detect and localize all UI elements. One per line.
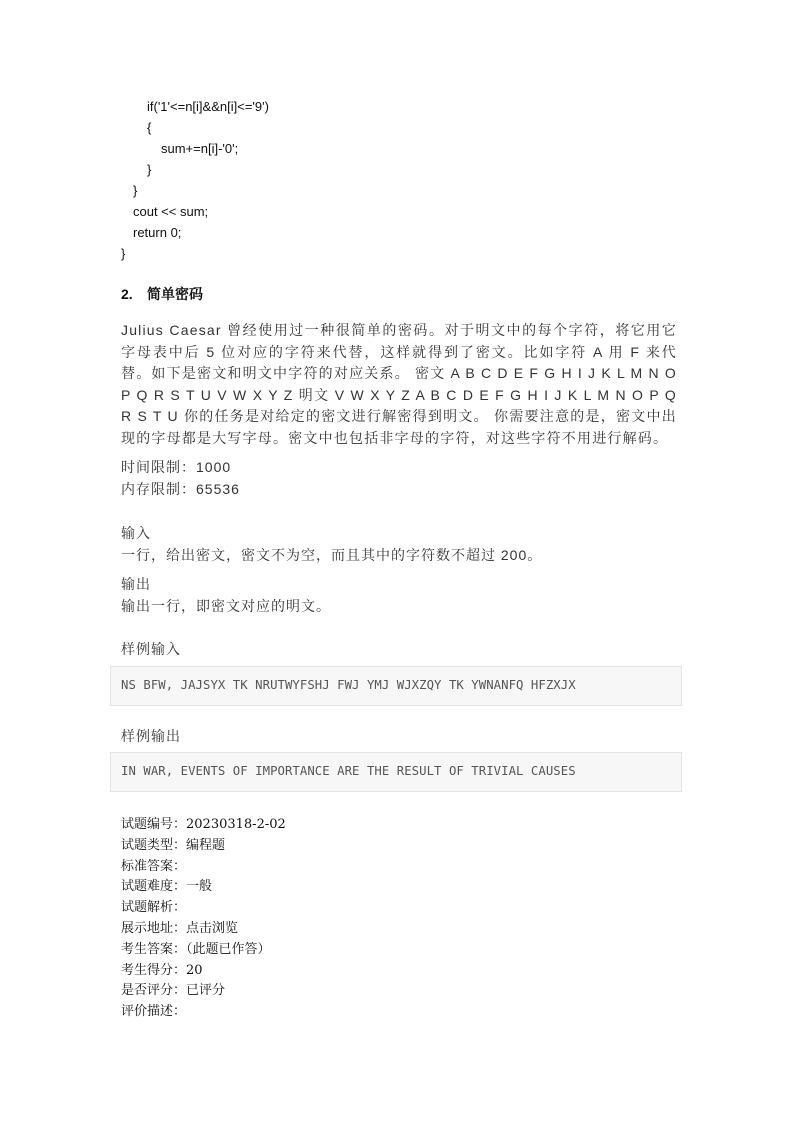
memory-limit-label: 内存限制： <box>121 480 196 497</box>
memory-limit <box>121 479 240 501</box>
question-meta <box>121 815 286 1023</box>
memory-limit-value: 65536 <box>196 480 240 497</box>
output-description: 输出一行，即密文对应的明文。 <box>121 597 331 614</box>
input-section <box>121 523 542 566</box>
display-link[interactable]: 点击浏览 <box>186 920 239 936</box>
meta-score <box>121 961 286 982</box>
meta-label: 评价描述： <box>121 1004 187 1020</box>
meta-label: 考生得分： <box>121 962 187 978</box>
meta-analysis <box>121 898 286 919</box>
meta-value: 编程题 <box>186 837 226 853</box>
meta-value: 已评分 <box>186 983 226 999</box>
time-limit-value: 1000 <box>196 459 232 475</box>
meta-value: （此题已作答） <box>186 941 271 957</box>
meta-label: 展示地址： <box>121 920 187 936</box>
sample-input-heading: 样例输入 <box>121 641 181 657</box>
meta-graded <box>121 981 286 1002</box>
sample-output-box <box>110 752 682 792</box>
sample-output-heading: 样例输出 <box>121 728 181 744</box>
meta-label: 标准答案： <box>121 858 187 874</box>
code-line: } <box>147 162 152 177</box>
code-line: } <box>121 246 126 261</box>
code-line: sum+=n[i]-'0'; <box>161 141 239 156</box>
meta-difficulty <box>121 877 286 898</box>
meta-label: 考生答案： <box>121 941 187 957</box>
sample-input-box <box>110 666 682 706</box>
meta-type <box>121 836 286 857</box>
meta-comment <box>121 1002 286 1023</box>
sample-output-text: IN WAR, EVENTS OF IMPORTANCE ARE THE RESULT OF TRIVIAL CAUSES <box>121 764 576 778</box>
output-section <box>121 574 331 617</box>
sample-input-text: NS BFW, JAJSYX TK NRUTWYFSHJ FWJ YMJ WJXZQY TK YWNANFQ HFZXJX <box>121 678 576 692</box>
time-limit <box>121 457 240 479</box>
meta-value: 20230318-2-02 <box>186 817 286 832</box>
code-line: return 0; <box>133 225 182 240</box>
problem-number: 2. <box>121 286 133 302</box>
meta-label: 试题编号： <box>121 817 187 832</box>
meta-label: 试题难度： <box>121 879 187 895</box>
meta-value: 一般 <box>186 879 213 895</box>
problem-title: 简单密码 <box>147 286 203 302</box>
problem-description: Julius Caesar 曾经使用过一种很简单的密码。对于明文中的每个字符，将它用它字母表中后 5 位对应的字符来代替，这样就得到了密文。比如字符 A 用 F 来代替。如下是密文和明文中字符的对应关系。 密文 A B C D E F G H I J K L M N O P Q R S T U V W X Y Z 明文 V W X Y Z A B C D E F G H I J K L M N O P Q R S T U 你的任务是对给定的密文进行解密得到明文。 你需要注意的是，密文中出现的字母都是大写字母。密文中也包括非字母的字符，对这些字符不用进行解码。 <box>121 322 677 446</box>
meta-label: 试题解析： <box>121 900 187 916</box>
limits <box>121 457 240 500</box>
meta-id <box>121 815 286 836</box>
input-description: 一行，给出密文，密文不为空，而且其中的字符数不超过 200。 <box>121 546 543 563</box>
time-limit-label: 时间限制： <box>121 459 196 475</box>
problem-heading <box>121 284 203 304</box>
meta-value: 20 <box>186 962 203 978</box>
meta-display <box>121 919 286 940</box>
meta-label: 试题类型： <box>121 837 187 853</box>
meta-label: 是否评分： <box>121 983 187 999</box>
output-heading: 输出 <box>121 576 151 592</box>
code-line: cout << sum; <box>133 204 209 219</box>
code-line: if('1'<=n[i]&&n[i]<='9') <box>147 99 269 114</box>
code-line: } <box>133 183 138 198</box>
code-block <box>121 96 269 264</box>
input-heading: 输入 <box>121 525 151 541</box>
code-line: { <box>147 120 152 135</box>
meta-student-answer <box>121 940 286 961</box>
meta-answer <box>121 857 286 878</box>
